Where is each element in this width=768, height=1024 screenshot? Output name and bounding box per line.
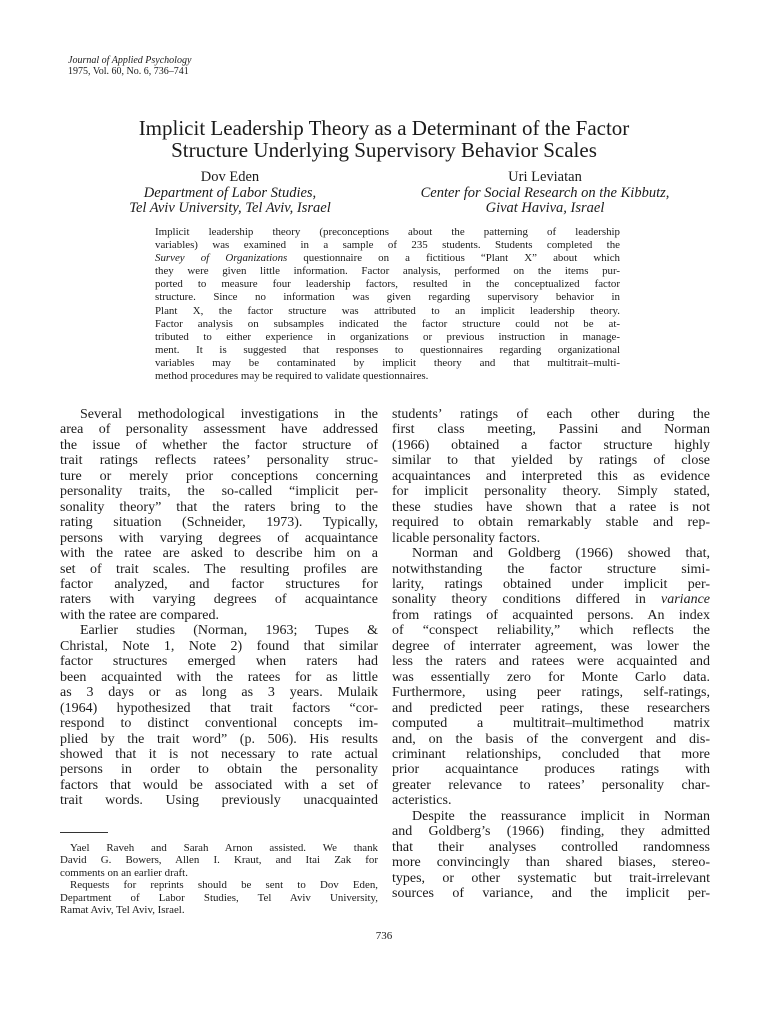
body-line: trait words. Using previously unacquainted xyxy=(60,793,378,809)
footnote-line: Ramat Aviv, Tel Aviv, Israel. xyxy=(60,904,185,917)
body-line: and Goldberg’s (1966) finding, they admitted xyxy=(392,824,710,840)
abstract-line: tributed to either experience in organizations or previous instruction in manage- xyxy=(155,330,620,343)
body-line: sources of variance, and the implicit per- xyxy=(392,886,710,902)
body-line: more convincingly than shared biases, stereo- xyxy=(392,855,710,871)
abstract xyxy=(155,226,620,383)
author-affiliation: Department of Labor Studies, xyxy=(143,184,317,201)
journal-citation xyxy=(68,55,191,77)
body-line: criminant relationships, concluded that more xyxy=(392,746,710,762)
footnote-divider xyxy=(60,832,108,833)
body-line: degree of interrater agreement, was lower the xyxy=(392,638,710,654)
body-line: and predicted peer ratings, these researchers xyxy=(392,700,710,716)
body-line: students’ ratings of each other during the xyxy=(392,407,710,422)
body-line: ture or merely prior conceptions concerning xyxy=(60,468,378,484)
body-line: persons with varying degrees of acquaintance xyxy=(60,530,378,546)
body-line: rating situation (Schneider, 1973). Typically, xyxy=(60,515,378,531)
abstract-line: method procedures may be required to validate questionnaires. xyxy=(155,370,429,383)
body-line: Earlier studies (Norman, 1963; Tupes & xyxy=(80,623,378,639)
body-line: acquaintances and interpreted this as evidence xyxy=(392,468,710,484)
body-line: larity, ratings obtained under implicit per- xyxy=(392,576,710,592)
body-line: sonality theory” that the raters bring to the xyxy=(60,499,378,515)
body-line: less the raters and ratees were acquainted and xyxy=(392,654,710,670)
footnote-line: Department of Labor Studies, Tel Aviv University, xyxy=(60,891,378,904)
body-line: trait ratings reflects ratees’ personality struc- xyxy=(60,453,378,469)
abstract-line: Plant X, the factor structure was attributed to an implicit leadership theory. xyxy=(155,304,620,317)
body-line: Norman and Goldberg (1966) showed that, xyxy=(412,546,710,562)
body-line: first class meeting, Passini and Norman xyxy=(392,422,710,438)
page-number: 736 xyxy=(375,930,393,942)
abstract-line: variables) was examined in a sample of 235 students. Students completed the xyxy=(155,239,620,252)
body-line: licable personality factors. xyxy=(392,530,541,546)
footnote-line: comments on an earlier draft. xyxy=(60,866,188,879)
author-name: Dov Eden xyxy=(200,169,260,185)
footnotes xyxy=(60,842,378,916)
body-line: notwithstanding the factor structure simi- xyxy=(392,561,710,577)
body-line: plied by the trait word” (p. 506). His results xyxy=(60,731,378,747)
abstract-line: ment. It is suggested that responses to questionnaires regarding organizational xyxy=(155,343,620,356)
abstract-italic: Survey of Organizations xyxy=(155,252,288,265)
body-line: as 3 days or as long as 3 years. Mulaik xyxy=(60,685,378,701)
left-column xyxy=(60,407,378,809)
body-line: of “conspect reliability,” which reflects the xyxy=(392,623,710,639)
body-line: from ratings of acquainted persons. An index xyxy=(392,607,710,623)
body-line: similar to that yielded by ratings of close xyxy=(392,453,710,469)
body-line: required to obtain remarkably stable and rep- xyxy=(392,515,710,531)
body-line: respond to distinct conventional concepts im- xyxy=(60,716,378,732)
body-line: the issue of whether the factor structure of xyxy=(60,437,378,453)
body-line: persons in order to obtain the personality xyxy=(60,762,378,778)
body-italic: variance xyxy=(661,592,710,608)
body-line: been acquainted with the ratees for as little xyxy=(60,669,378,685)
body-line: (1966) obtained a factor structure highly xyxy=(392,437,710,453)
author-name: Uri Leviatan xyxy=(508,169,582,185)
body-line: Christal, Note 1, Note 2) found that similar xyxy=(60,638,378,654)
abstract-line: Implicit leadership theory (preconceptions about the patterning of leadership xyxy=(155,226,620,238)
body-line: showed that it is not necessary to rate actual xyxy=(60,746,378,762)
body-line xyxy=(392,592,710,607)
article-title xyxy=(40,117,728,161)
body-line: that their analyses controlled randomness xyxy=(392,839,710,855)
body-line: factor analyzed, and factor structures for xyxy=(60,576,378,592)
body-line: factor structures emerged when raters had xyxy=(60,654,378,670)
body-line: was essentially zero for Monte Carlo data. xyxy=(392,669,710,685)
author-2 xyxy=(385,170,705,217)
abstract-line: they were given little information. Factor analysis, performed on the items pur- xyxy=(155,265,620,278)
author-affiliation: Center for Social Research on the Kibbutz, xyxy=(420,184,670,201)
body-line: types, or other systematic but trait-irrelevant xyxy=(392,870,710,886)
body-line: computed a multitrait–multimethod matrix xyxy=(392,716,710,732)
body-line: Despite the reassurance implicit in Norman xyxy=(412,808,710,824)
body-line: area of personality assessment have addressed xyxy=(60,422,378,438)
body-line: personality traits, the so-called “implicit per- xyxy=(60,484,378,500)
body-line: (1964) hypothesized that trait factors “cor- xyxy=(60,700,378,716)
body-line: acteristics. xyxy=(392,793,452,809)
right-column xyxy=(392,407,710,902)
body-line: and, on the basis of the convergent and dis- xyxy=(392,731,710,747)
author-affiliation: Givat Haviva, Israel xyxy=(485,200,605,216)
body-line: with the ratee are compared. xyxy=(60,607,219,623)
abstract-line: ported to measure four leadership factors, resulted in the conceptualized factor xyxy=(155,278,620,291)
footnote-line: Requests for reprints should be sent to Dov Eden, xyxy=(70,879,378,892)
body-line: set of trait scales. The resulting profiles are xyxy=(60,561,378,577)
body-line: these studies have shown that a ratee is not xyxy=(392,499,710,515)
author-affiliation: Tel Aviv University, Tel Aviv, Israel xyxy=(129,200,331,216)
body-line: greater relevance to ratees’ personality char- xyxy=(392,777,710,793)
body-line: Several methodological investigations in the xyxy=(80,407,378,422)
body-line: with the ratee are asked to describe him on a xyxy=(60,546,378,562)
abstract-line: Factor analysis on subsamples indicated the factor structure could not be at- xyxy=(155,317,620,330)
abstract-line: structure. Since no information was given regarding supervisory behavior in xyxy=(155,291,620,304)
footnote-line: David G. Bowers, Allen I. Kraut, and Itai Zak for xyxy=(60,854,378,867)
body-line: prior acquaintance produces ratings with xyxy=(392,762,710,778)
body-line: Furthermore, using peer ratings, self-ratings, xyxy=(392,685,710,701)
title-line-2: Structure Underlying Supervisory Behavior Scales xyxy=(171,138,597,162)
footnote-line: Yael Raveh and Sarah Arnon assisted. We thank xyxy=(70,842,378,854)
body-line: raters with varying degrees of acquaintance xyxy=(60,592,378,608)
journal-name: Journal of Applied Psychology xyxy=(68,55,192,66)
author-1 xyxy=(90,170,370,217)
abstract-line xyxy=(155,252,620,265)
abstract-line: variables may be contaminated by implicit theory and that multitrait–multi- xyxy=(155,356,620,369)
abstract-text: questionnaire on a fictitious “Plant X” about which xyxy=(287,252,620,265)
body-text: sonality theory conditions differed in xyxy=(392,592,662,608)
title-line-1: Implicit Leadership Theory as a Determinant of the Factor xyxy=(138,116,630,140)
body-line: for implicit personality theory. Simply stated, xyxy=(392,484,710,500)
body-line: factors that would be associated with a set of xyxy=(60,777,378,793)
journal-volume: 1975, Vol. 60, No. 6, 736–741 xyxy=(68,66,189,77)
